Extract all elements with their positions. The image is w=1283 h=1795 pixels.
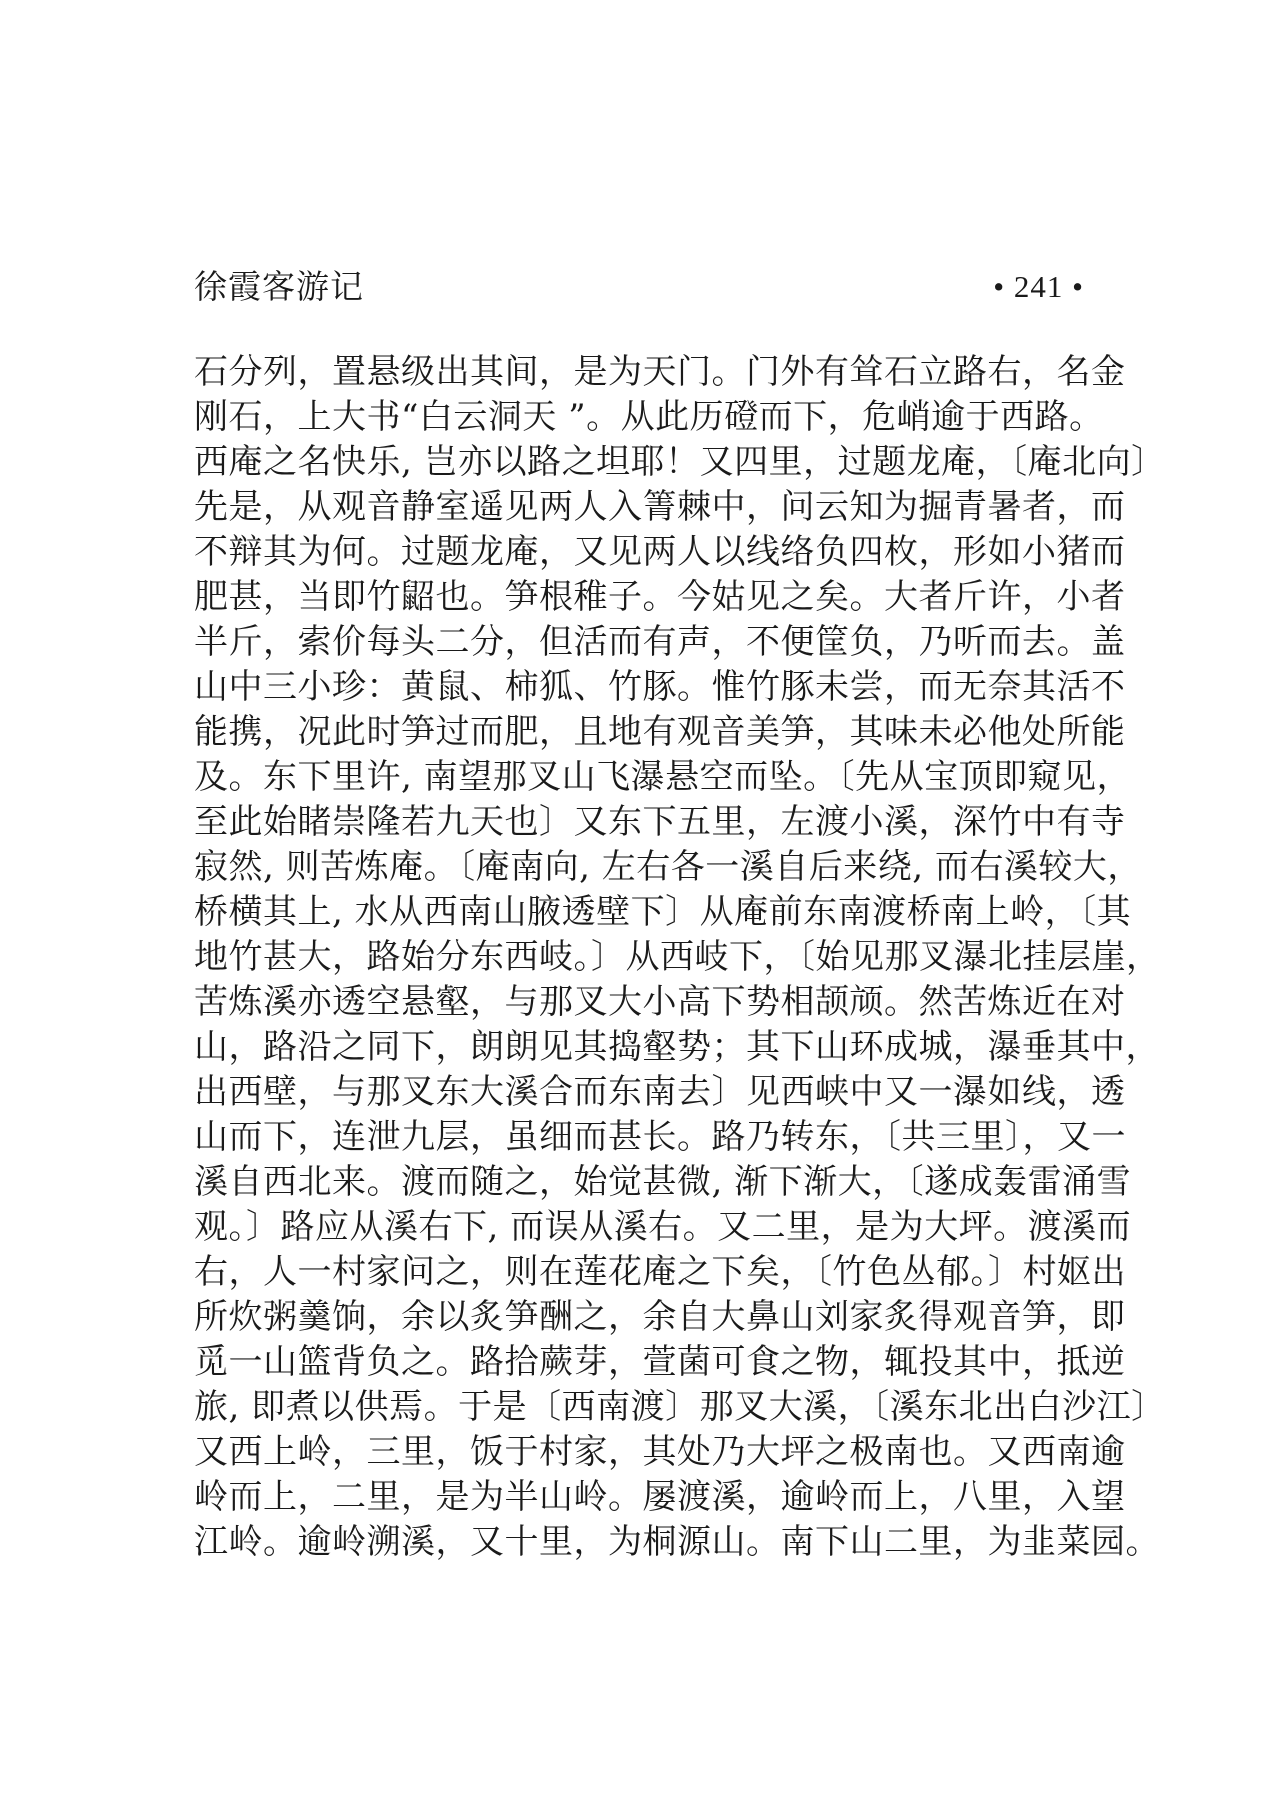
text-line: 不辩其为何。过题龙庵，又见两人以线络负四枚，形如小猪而 xyxy=(194,532,1126,572)
text-line: 半斤，索价每头二分，但活而有声，不便筐负，乃听而去。盖 xyxy=(194,622,1126,662)
text-line: 及。东下里许, 南望那叉山飞瀑悬空而坠。〔先从宝顶即窥见， xyxy=(194,757,1132,797)
text-line: 能携，况此时笋过而肥，且地有观音美笋，其味未必他处所能 xyxy=(194,712,1126,752)
text-line: 山中三小珍：黄鼠、柿狐、竹豚。惟竹豚未尝，而无奈其活不 xyxy=(194,667,1126,707)
body-text xyxy=(194,350,1166,1565)
running-header xyxy=(194,262,1084,312)
text-line: 山而下，连泄九层，虽细而甚长。路乃转东，〔共三里〕，又一 xyxy=(194,1117,1126,1157)
text-line: 西庵之名快乐, 岂亦以路之坦耶！又四里，过题龙庵，〔庵北向〕 xyxy=(194,442,1166,482)
text-line: 肥甚，当即竹鼦也。笋根稚子。今姑见之矣。大者斤许，小者 xyxy=(194,577,1126,617)
text-line: 所炊粥羹饷，余以炙笋酬之，余自大鼻山刘家炙得观音笋，即 xyxy=(194,1297,1126,1337)
text-line: 觅一山篮背负之。路拾蕨芽，萱菌可食之物，辄投其中，抵逆 xyxy=(194,1342,1126,1382)
text-line: 先是，从观音静室遥见两人入箐棘中，问云知为掘青暑者，而 xyxy=(194,487,1126,527)
text-line: 观。〕路应从溪右下, 而误从溪右。又二里，是为大坪。渡溪而 xyxy=(194,1207,1132,1247)
text-line: 溪自西北来。渡而随之，始觉甚微, 渐下渐大，〔遂成轰雷涌雪 xyxy=(194,1162,1132,1202)
text-line: 江岭。逾岭溯溪，又十里，为桐源山。南下山二里，为韭菜园。 xyxy=(194,1522,1160,1562)
book-title: 徐霞客游记 xyxy=(194,267,364,306)
text-line: 刚石，上大书“白云洞天 ”。从此历磴而下，危峭逾于西路。 xyxy=(194,397,1104,437)
text-line: 旅, 即煮以供焉。于是〔西南渡〕那叉大溪，〔溪东北出白沙江〕 xyxy=(194,1387,1166,1427)
text-line: 寂然, 则苦炼庵。〔庵南向, 左右各一溪自后来绕, 而右溪较大， xyxy=(194,847,1142,887)
text-line: 山，路沿之同下，朗朗见其捣壑势；其下山环成城，瀑垂其中， xyxy=(194,1027,1160,1067)
text-line: 至此始睹崇隆若九天也〕又东下五里，左渡小溪，深竹中有寺 xyxy=(194,802,1126,842)
page-number: • 241 • xyxy=(993,269,1084,304)
text-line: 岭而上，二里，是为半山岭。屡渡溪，逾岭而上，八里，入望 xyxy=(194,1477,1126,1517)
text-line: 出西壁，与那叉东大溪合而东南去〕见西峡中又一瀑如线，透 xyxy=(194,1072,1126,1112)
text-line: 苦炼溪亦透空悬壑，与那叉大小高下势相颉颃。然苦炼近在对 xyxy=(194,982,1126,1022)
text-line: 石分列，置悬级出其间，是为天门。门外有耸石立路右，名金 xyxy=(194,352,1126,392)
text-line: 又西上岭，三里，饭于村家，其处乃大坪之极南也。又西南逾 xyxy=(194,1432,1126,1472)
text-line: 右，人一村家问之，则在莲花庵之下矣，〔竹色丛郁。〕村妪出 xyxy=(194,1252,1126,1292)
text-line: 地竹甚大，路始分东西岐。〕从西岐下，〔始见那叉瀑北挂层崖， xyxy=(194,937,1161,977)
text-line: 桥横其上, 水从西南山腋透壁下〕从庵前东南渡桥南上岭，〔其 xyxy=(194,892,1132,932)
